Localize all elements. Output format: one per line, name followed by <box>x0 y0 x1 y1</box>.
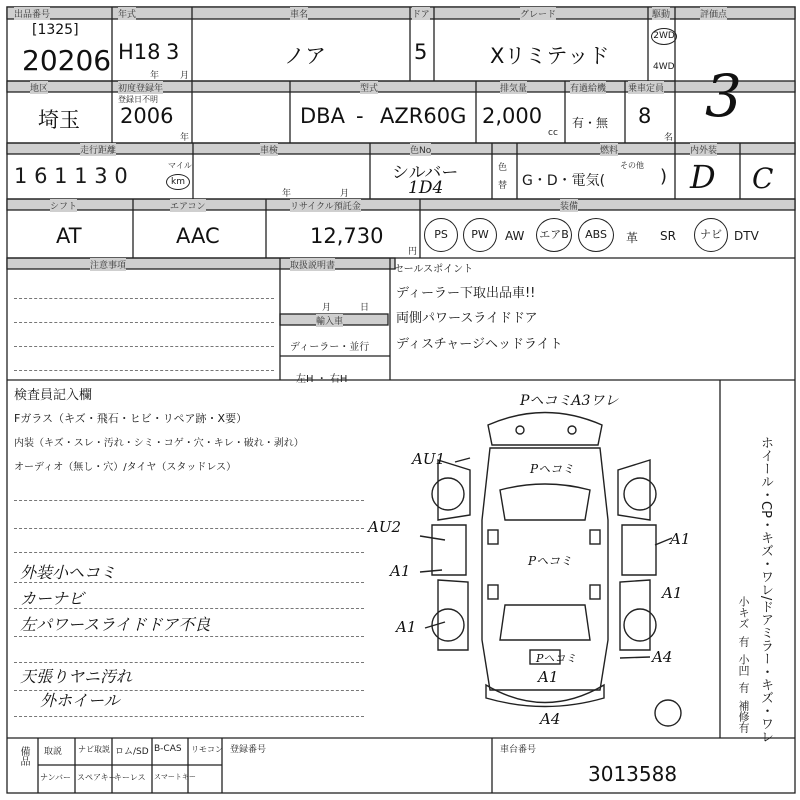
header-doors: ドア <box>412 7 430 20</box>
hand-note: カーナビ <box>20 589 85 608</box>
score-value: 3 <box>705 62 742 130</box>
damage-mark: A1 <box>662 584 683 602</box>
accessory-bottom: スマートキー <box>154 773 196 781</box>
damage-mark: Pヘコミ <box>536 652 577 665</box>
equip-leather: 革 <box>626 231 639 245</box>
damage-mark: A1 <box>390 562 411 580</box>
inspector-line <box>14 500 364 501</box>
header-car-name: 車名 <box>290 7 308 20</box>
mileage-digit: 1 <box>54 164 68 188</box>
equip-sr: SR <box>660 229 676 243</box>
header-drive: 駆動 <box>652 7 670 20</box>
inspector-line-glass: Fガラス（キズ・飛石・ヒビ・リペア跡・X要） <box>14 412 248 425</box>
displacement-value: 2,000 <box>482 104 543 128</box>
interior-right: C <box>752 162 774 195</box>
color-kae: 替 <box>498 181 508 191</box>
mileage-digit: 1 <box>14 164 28 188</box>
right-extra: 小凹 <box>737 654 750 676</box>
car-name: ノア <box>284 44 326 68</box>
header-aircon: エアコン <box>170 199 206 212</box>
damage-mark: AU2 <box>368 518 402 536</box>
header-import: 輸入車 <box>316 314 343 327</box>
capacity-unit: 名 <box>664 133 674 143</box>
header-color: 色No <box>410 143 431 156</box>
header-mileage: 走行距離 <box>80 143 116 156</box>
supercharger-options: 有・無 <box>572 116 609 130</box>
interior-left: D <box>690 158 716 196</box>
sales-point: 両側パワースライドドア <box>396 311 538 326</box>
inspector-line <box>14 552 364 553</box>
damage-mark: A1 <box>538 668 559 686</box>
header-first-reg: 初度登録年 <box>118 81 163 94</box>
fuel-other: その他 <box>620 161 644 170</box>
mileage-mile: マイル <box>168 161 192 170</box>
mileage-digit: 0 <box>114 164 128 188</box>
right-extra: 小キズ <box>737 596 750 629</box>
header-interior: 内外装 <box>690 143 717 156</box>
right-extra: 補修有 <box>737 700 750 733</box>
first-reg-nen: 年 <box>180 133 190 143</box>
caution-line <box>14 346 274 347</box>
accessory-bottom: ナンバー <box>40 773 72 782</box>
hand-note: 左パワースライドドア不良 <box>20 615 211 634</box>
inspector-line-audio: オーディオ（無し・穴）/タイヤ（スタッドレス） <box>14 462 237 473</box>
hand-note: 天張りヤニ汚れ <box>20 667 133 686</box>
import-value: ディーラー・並行 <box>290 342 370 353</box>
damage-mark: AU1 <box>412 450 446 468</box>
header-recycle: リサイクル預託金 <box>290 199 361 212</box>
header-inspection: 車検 <box>260 143 278 156</box>
header-chassis-no: 車台番号 <box>500 745 537 755</box>
header-shift: シフト <box>50 199 77 212</box>
header-capacity: 乗車定員 <box>628 81 664 94</box>
header-equipment: 装備 <box>560 199 578 212</box>
header-region: 地区 <box>30 81 48 94</box>
color-code: 1D4 <box>408 178 444 198</box>
chassis-number: 3013588 <box>588 762 678 786</box>
header-score: 評価点 <box>700 7 727 20</box>
inspection-tsuki: 月 <box>340 189 350 199</box>
region-value: 埼玉 <box>38 108 80 132</box>
year-month: 3 <box>166 40 180 64</box>
year-nen: 年 <box>150 71 160 81</box>
shift-value: AT <box>56 224 82 248</box>
header-grade: グレード <box>520 7 556 20</box>
displacement-unit: cc <box>548 128 558 138</box>
recycle-yen: 円 <box>408 247 418 257</box>
drive-2wd: 2WD <box>651 28 677 45</box>
header-supercharger: 有過給機 <box>570 81 606 94</box>
caution-line <box>14 370 274 371</box>
fuel-close: ) <box>660 166 668 187</box>
header-model-type: 型式 <box>360 81 378 94</box>
header-lot-no: 出品番号 <box>14 7 50 20</box>
mileage-digit: 3 <box>94 164 108 188</box>
lot-code: [1325] <box>32 22 79 38</box>
hand-note: 外ホイール <box>40 691 120 710</box>
equip-aw: AW <box>505 229 525 243</box>
mileage-digits <box>14 164 128 188</box>
color-name: シルバー <box>392 163 459 183</box>
fuel-options: G・D・電気( <box>522 173 606 189</box>
inspector-line-interior: 内装（キズ・スレ・汚れ・シミ・コゲ・穴・キレ・破れ・剥れ） <box>14 438 304 449</box>
equip-dtv: DTV <box>734 229 759 243</box>
right-column-text: ホイール・CP・キズ・ワレ/ドアミラー・キズ・ワレ <box>758 436 773 744</box>
accessory-top: ロム/SD <box>115 747 149 757</box>
header-reg-no: 登録番号 <box>230 745 267 755</box>
inspection-nen: 年 <box>282 189 292 199</box>
manual-day: 日 <box>360 303 370 313</box>
right-extra: 有 <box>737 682 750 693</box>
capacity-value: 8 <box>638 104 652 128</box>
inspector-line <box>14 636 364 637</box>
accessory-bottom: キーレス <box>114 773 146 782</box>
header-caution: 注意事項 <box>90 258 126 271</box>
inspector-line <box>14 716 364 717</box>
header-sales: セールスポイント <box>394 264 474 275</box>
damage-mark: A4 <box>540 710 561 728</box>
header-fuel: 燃料 <box>600 143 618 156</box>
header-inspector: 検査員記入欄 <box>14 388 93 403</box>
damage-mark: A4 <box>652 648 673 666</box>
lot-number: 20206 <box>22 44 112 77</box>
equip-airbag: エアB <box>536 218 572 252</box>
car-grade: Xリミテッド <box>490 44 610 68</box>
accessory-top: 取説 <box>44 747 63 757</box>
equip-ps: PS <box>424 218 458 252</box>
equip-pw: PW <box>463 218 497 252</box>
accessory-top: B-CAS <box>154 744 182 754</box>
model-prefix: DBA <box>300 104 345 128</box>
damage-mark: Pヘコミ <box>530 462 575 476</box>
header-manual: 取扱説明書 <box>290 258 335 271</box>
accessory-top: リモコン <box>191 745 223 754</box>
header-year: 年式 <box>118 7 136 20</box>
drive-4wd: 4WD <box>653 62 675 72</box>
accessory-top: ナビ取説 <box>78 745 110 754</box>
accessories-label: 備品 <box>18 746 29 766</box>
sales-point: ディスチャージヘッドライト <box>396 337 563 352</box>
model-code: AZR60G <box>380 104 467 128</box>
inspector-line <box>14 662 364 663</box>
mileage-digit: 1 <box>74 164 88 188</box>
inspector-line <box>14 528 364 529</box>
sales-point: ディーラー下取出品車!! <box>396 286 536 301</box>
color-iro: 色 <box>498 163 508 173</box>
damage-mark: A1 <box>396 618 417 636</box>
mileage-km: km <box>166 174 190 190</box>
equip-abs: ABS <box>578 218 614 252</box>
accessory-bottom: スペアキー <box>77 773 117 782</box>
aircon-value: AAC <box>176 224 220 248</box>
first-reg-year: 2006 <box>120 104 174 128</box>
caution-line <box>14 322 274 323</box>
hand-note: 外装小ヘコミ <box>20 563 117 582</box>
equip-navi: ナビ <box>694 218 728 252</box>
damage-mark: PヘコミA3ワレ <box>520 393 619 409</box>
mileage-digit: 6 <box>34 164 48 188</box>
right-extra: 有 <box>737 636 750 647</box>
manual-month: 月 <box>322 303 332 313</box>
car-doors: 5 <box>414 40 428 64</box>
import-steer: 左H ・ 右H <box>296 374 348 385</box>
year-era: H18 <box>118 40 161 64</box>
model-dash: - <box>356 104 364 128</box>
recycle-amount: 12,730 <box>310 224 384 248</box>
damage-mark: Pヘコミ <box>528 554 573 568</box>
damage-mark: A1 <box>670 530 691 548</box>
caution-line <box>14 298 274 299</box>
header-displacement: 排気量 <box>500 81 527 94</box>
year-tsuki: 月 <box>180 71 190 81</box>
first-reg-sub: 登録日不明 <box>118 95 158 104</box>
